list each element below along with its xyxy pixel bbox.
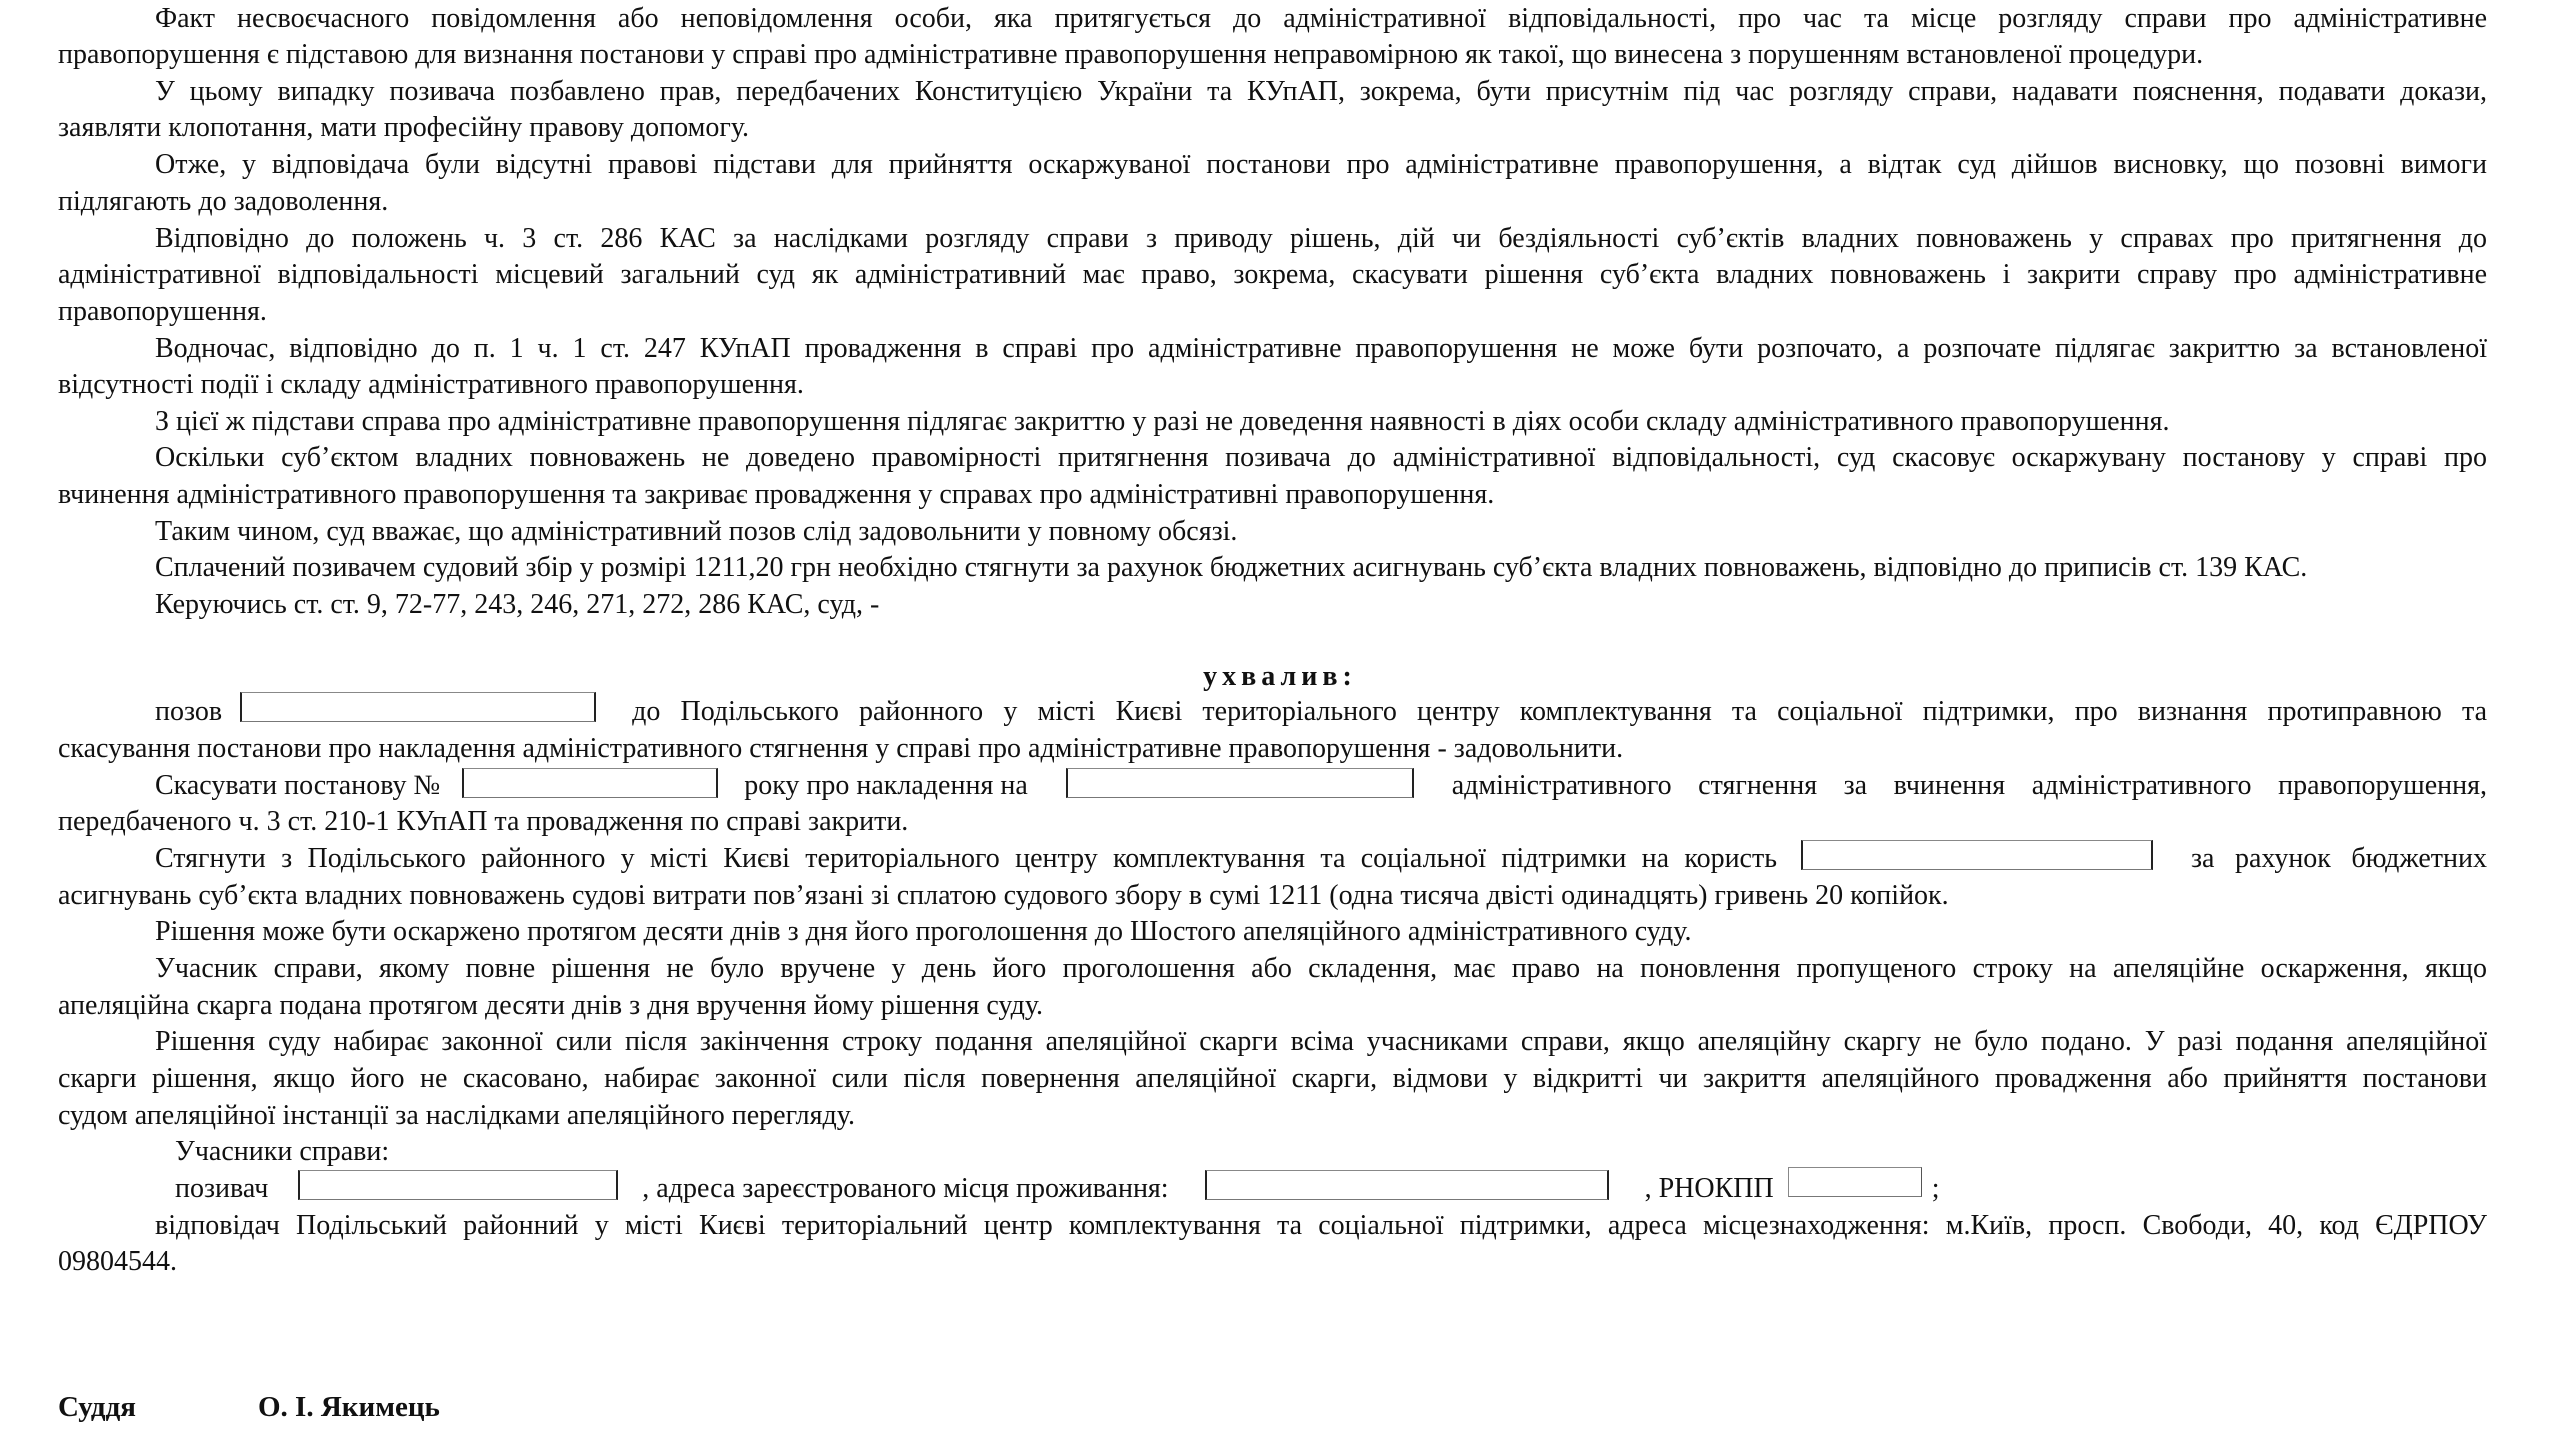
claim-line-2: скасування постанови про накладення адміністративного стягнення у справі про адміністративне правопорушення - задовольнити. [58, 733, 1624, 764]
redacted-plaintiff-name-box [240, 692, 596, 722]
force-line-3: судом апеляційної інстанції за наслідками апеляційного перегляду. [58, 1100, 855, 1131]
rnokpp-label: , РНОКПП [1644, 1173, 1774, 1204]
recover-line-2: асигнувань суб’єкта владних повноважень судові витрати пов’язані зі сплатою судового збору в сумі 1211 (одна тисяча двісті одинадцять) гривень 20 копійок. [58, 880, 1949, 911]
paragraph-3-line-2: підлягають до задоволення. [58, 186, 389, 217]
paragraph-4-line-1: Відповідно до положень ч. 3 ст. 286 КАС за наслідками розгляду справи з приводу рішень, дій чи бездіяльності суб’єктів владних повноважень у справах про притягнення до [155, 223, 2487, 254]
cancel-prefix: Скасувати постанову № [155, 770, 441, 801]
cancel-line-1 [155, 769, 2487, 803]
paragraph-3-line-1: Отже, у відповідача були відсутні правові підстави для прийняття оскаржуваної постанови про адміністративне правопорушення, а відтак суд дійшов висновку, що позовні вимоги [155, 149, 2487, 180]
participant-right-line-2: апеляційна скарга подана протягом десяти днів з дня вручення йому рішення суду. [58, 990, 1044, 1021]
paragraph-4-line-3: правопорушення. [58, 296, 267, 327]
plaintiff-line-end: ; [1931, 1173, 1940, 1204]
claim-prefix: позов [155, 696, 223, 727]
paragraph-9: Сплачений позивачем судовий збір у розмірі 1211,20 грн необхідно стягнути за рахунок бюджетних асигнувань суб’єкта владних повноважень, відповідно до приписів ст. 139 КАС. [155, 552, 2308, 583]
paragraph-7-line-2: вчинення адміністративного правопорушення та закриває провадження у справах про адміністративні правопорушення. [58, 479, 1495, 510]
force-line-2: скарги рішення, якщо його не скасовано, набирає законної сили після повернення апеляційної скарги, відмови у відкритті чи закриття апеляційного провадження або прийняття постанови [58, 1063, 2487, 1094]
claim-line-1 [155, 695, 2487, 729]
decision-heading: ухвалив: [1203, 661, 1357, 692]
participants-title: Учасники справи: [175, 1136, 390, 1167]
recover-prefix: Стягнути з Подільського районного у місті Києві територіального центру комплектування та соціальної підтримки на користь [155, 843, 1777, 874]
paragraph-4-line-2: адміністративної відповідальності місцевий загальний суд як адміністративний має право, зокрема, скасувати рішення суб’єкта владних повноважень і закрити справу про адміністративне [58, 259, 2487, 290]
cancel-suffix: адміністративного стягнення за вчинення адміністративного правопорушення, [1451, 770, 2487, 801]
redacted-beneficiary-box [1801, 840, 2153, 870]
paragraph-1-line-1: Факт несвоєчасного повідомлення або неповідомлення особи, яка притягується до адміністративної відповідальності, про час та місце розгляду справи про адміністративне [155, 3, 2487, 34]
paragraph-2-line-2: заявляти клопотання, мати професійну правову допомогу. [58, 112, 750, 143]
plaintiff-label: позивач [175, 1173, 269, 1204]
cancel-line-2: передбаченого ч. 3 ст. 210-1 КУпАП та провадження по справі закрити. [58, 806, 909, 837]
paragraph-10: Керуючись ст. ст. 9, 72-77, 243, 246, 271, 272, 286 КАС, суд, - [155, 589, 880, 620]
paragraph-5-line-2: відсутності події і складу адміністративного правопорушення. [58, 369, 804, 400]
appeal-text: Рішення може бути оскаржено протягом десяти днів з дня його проголошення до Шостого апеляційного адміністративного суду. [155, 916, 1692, 947]
paragraph-8: Таким чином, суд вважає, що адміністративний позов слід задовольнити у повному обсязі. [155, 516, 1238, 547]
paragraph-7-line-1: Оскільки суб’єктом владних повноважень не доведено правомірності притягнення позивача до адміністративної відповідальності, суд скасовує оскаржувану постанову у справі про [155, 442, 2487, 473]
force-line-1: Рішення суду набирає законної сили після закінчення строку подання апеляційної скарги всіма учасниками справи, якщо апеляційну скаргу не було подано. У разі подання апеляційної [155, 1026, 2487, 1057]
defendant-line-1: відповідач Подільський районний у місті Києві територіальний центр комплектування та соціальної підтримки, адреса місцезнаходження: м.Київ, просп. Свободи, 40, код ЄДРПОУ [155, 1210, 2487, 1241]
redacted-address-box [1205, 1170, 1609, 1200]
plaintiff-line [175, 1172, 2475, 1206]
recover-line-1 [155, 842, 2487, 876]
signature-role: Суддя [58, 1391, 136, 1423]
paragraph-2-line-1: У цьому випадку позивача позбавлено прав, передбачених Конституцією України та КУпАП, зокрема, бути присутнім під час розгляду справи, надавати пояснення, подавати докази, [155, 76, 2487, 107]
defendant-line-2: 09804544. [58, 1246, 177, 1277]
redacted-rnokpp-box [1788, 1167, 1922, 1197]
redacted-plaintiff-box [298, 1170, 618, 1200]
address-label: , адреса зареєстрованого місця проживання: [642, 1173, 1169, 1204]
paragraph-6: З цієї ж підстави справа про адміністративне правопорушення підлягає закриттю у разі не доведення наявності в діях особи складу адміністративного правопорушення. [155, 406, 2170, 437]
paragraph-1-line-2: правопорушення є підставою для визнання постанови у справі про адміністративне правопорушення неправомірною як такої, що винесена з порушенням встановленої процедури. [58, 39, 2204, 70]
cancel-mid: року про накладення на [744, 770, 1028, 801]
redacted-person-box [1066, 768, 1414, 798]
paragraph-5-line-1: Водночас, відповідно до п. 1 ч. 1 ст. 247 КУпАП провадження в справі про адміністративне правопорушення не може бути розпочато, а розпочате підлягає закриттю за встановленої [155, 333, 2487, 364]
redacted-resolution-number-box [462, 768, 718, 798]
recover-suffix: за рахунок бюджетних [2191, 843, 2487, 874]
signature-name: О. І. Якимець [258, 1391, 440, 1423]
claim-suffix: до Подільського районного у місті Києві територіального центру комплектування та соціальної підтримки, про визнання протиправною та [632, 696, 2487, 727]
participant-right-line-1: Учасник справи, якому повне рішення не було вручене у день його проголошення або складення, має право на поновлення пропущеного строку на апеляційне оскарження, якщо [155, 953, 2487, 984]
